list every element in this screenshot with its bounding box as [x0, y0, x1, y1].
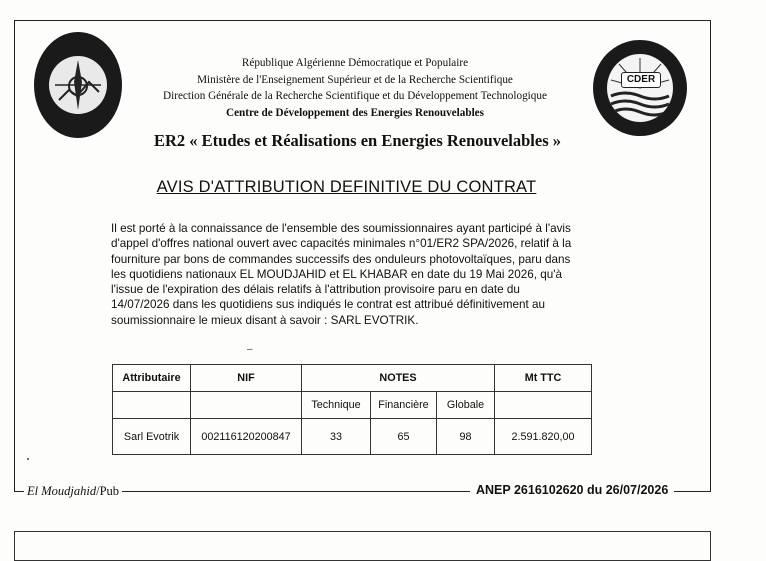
footer-source	[24, 484, 122, 499]
dash-mark: –	[247, 344, 253, 355]
paragraph-line: 14/07/2026 dans les quotidiens sus indiqués le contrat est attribué définitivement au	[111, 298, 546, 312]
header-lines	[130, 55, 580, 121]
paragraph-line: Il est porté à la connaissance de l'ensemble des soumissionnaires ayant participé à l'avis	[111, 222, 571, 235]
notice-paragraph	[111, 221, 631, 328]
cder-seal-icon	[607, 54, 673, 122]
paragraph-line: fourniture par bons de commandes successifs des onduleurs photovoltaïques, paru dans	[111, 252, 571, 266]
header-notes: NOTES	[302, 365, 495, 392]
header-ministere: Ministère de l'Enseignement Supérieur et de la Recherche Scientifique	[197, 73, 513, 86]
paragraph-line: l'issue de l'expiration des délais relatifs à l'attribution provisoire paru en date du	[111, 283, 520, 297]
cell-financiere: 65	[371, 419, 437, 455]
notice-title: AVIS D'ATTRIBUTION DEFINITIVE DU CONTRAT	[156, 178, 537, 196]
cell-attributaire: Sarl Evotrik	[113, 419, 191, 455]
header-nif: NIF	[191, 365, 302, 392]
paragraph-line: les quotidiens nationaux EL MOUDJAHID et EL KHABAR en date du 19 Mai 2026, qu'à	[111, 267, 562, 281]
paragraph-line: soumissionnaire le mieux disant à savoir : SARL EVOTRIK.	[111, 313, 419, 327]
header-attributaire: Attributaire	[113, 365, 191, 392]
header-mt-ttc: Mt TTC	[495, 365, 592, 392]
header-centre: Centre de Développement des Energies Renouvelables	[225, 106, 484, 119]
cell-mt-ttc: 2.591.820,00	[495, 419, 592, 455]
subheader-technique: Technique	[302, 392, 371, 419]
scan-speck	[27, 458, 29, 460]
next-notice-frame	[14, 531, 711, 561]
table-subheader-row	[113, 392, 592, 419]
cell-globale: 98	[437, 419, 495, 455]
paragraph-line: d'appel d'offres national ouvert avec capacités minimales n°01/ER2 SPA/2026, relatif à la	[111, 237, 572, 251]
table-row	[113, 419, 592, 455]
subheader-financiere: Financière	[371, 392, 437, 419]
attribution-table	[112, 364, 592, 455]
empty-cell	[113, 392, 191, 419]
cder-seal-logo	[593, 40, 687, 136]
header-direction: Direction Générale de la Recherche Scientifique et du Développement Technologique	[163, 90, 547, 102]
subheader-globale: Globale	[437, 392, 495, 419]
empty-cell	[495, 392, 592, 419]
er2-title: ER2 « Etudes et Réalisations en Energies Renouvelables »	[153, 131, 561, 150]
footer-source-newspaper: El Moudjahid	[27, 484, 97, 498]
cder-seal-text: CDER	[621, 72, 661, 88]
cell-nif: 002116120200847	[191, 419, 302, 455]
cell-technique: 33	[302, 419, 371, 455]
footer-anep-reference: ANEP 2616102620 du 26/07/2026	[470, 483, 674, 497]
cder-emblem-logo	[34, 32, 122, 138]
table-header-row	[113, 365, 592, 392]
footer-source-pub: /Pub	[96, 484, 120, 498]
cder-emblem-icon	[49, 56, 107, 114]
header-republique: République Algérienne Démocratique et Populaire	[241, 57, 469, 69]
empty-cell	[191, 392, 302, 419]
